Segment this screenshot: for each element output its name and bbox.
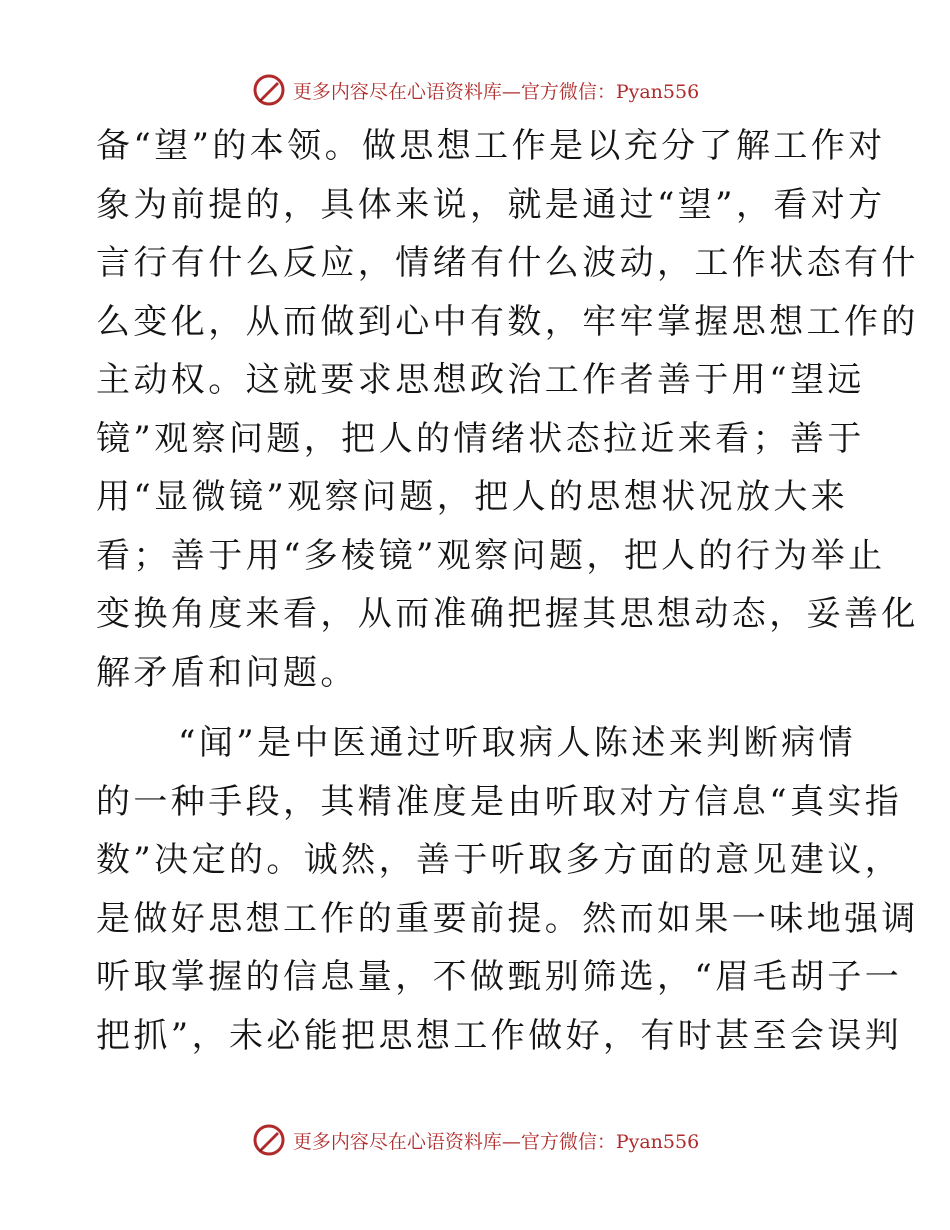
text-line: 解矛盾和问题。 <box>96 652 358 693</box>
pen-logo-icon <box>251 72 287 108</box>
text-line: 言行有什么反应，情绪有什么波动，工作状态有什 <box>96 243 919 283</box>
text-line: 主动权。这就要求思想政治工作者善于用“望远 <box>96 360 865 400</box>
text-line: 么变化，从而做到心中有数，牢牢掌握思想工作的 <box>96 301 919 342</box>
paragraph-1 <box>96 117 919 702</box>
header-watermark-banner <box>0 68 950 112</box>
paragraph-2 <box>96 714 919 1065</box>
text-line: 象为前提的，具体来说，就是通过“望”，看对方 <box>96 184 886 225</box>
text-line: 备“望”的本领。做思想工作是以充分了解工作对 <box>96 126 886 166</box>
text-line: 是做好思想工作的重要前提。然而如果一味地强调 <box>96 898 919 939</box>
header-watermark-text: 更多内容尽在心语资料库—官方微信：Pyan556 <box>292 80 700 103</box>
text-line: 看；善于用“多棱镜”观察问题，把人的行为举止 <box>96 535 886 576</box>
text-line: 镜”观察问题，把人的情绪状态拉近来看；善于 <box>96 418 865 459</box>
text-line: “闻”是中医通过听取病人陈述来判断病情 <box>178 723 856 763</box>
footer-watermark-text: 更多内容尽在心语资料库—官方微信：Pyan556 <box>292 1130 700 1153</box>
text-line: 听取掌握的信息量，不做甄别筛选，“眉毛胡子一 <box>96 957 903 997</box>
pen-logo-icon <box>251 1122 287 1158</box>
text-line: 数”决定的。诚然，善于听取多方面的意见建议， <box>96 840 903 880</box>
text-line: 的一种手段，其精准度是由听取对方信息“真实指 <box>96 781 903 822</box>
document-body <box>96 117 919 1065</box>
text-line: 把抓”，未必能把思想工作做好，有时甚至会误判 <box>96 1015 903 1056</box>
text-line: 用“显微镜”观察问题，把人的思想状况放大来 <box>96 477 849 517</box>
footer-watermark-banner <box>0 1118 950 1162</box>
text-line: 变换角度来看，从而准确把握其思想动态，妥善化 <box>96 594 919 634</box>
